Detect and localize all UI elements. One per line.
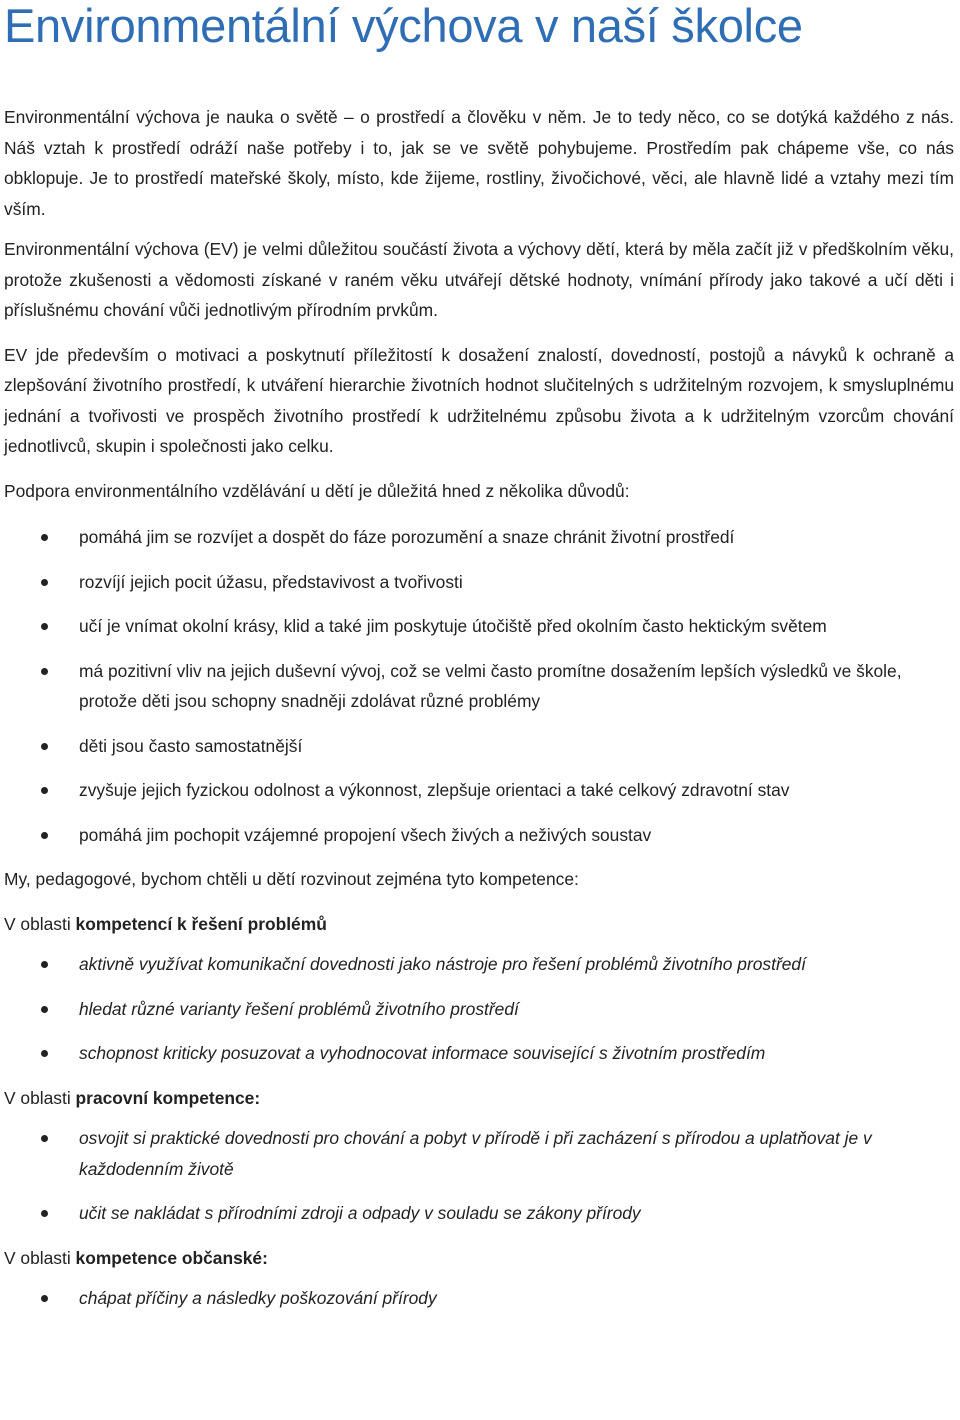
bullet-icon (41, 1050, 48, 1057)
competences-intro: My, pedagogové, bychom chtěli u dětí rozvinout zejména tyto kompetence: (4, 869, 579, 889)
bullet-icon (41, 534, 48, 541)
list-item: má pozitivní vliv na jejich duševní vývoj, což se velmi často promítne dosažením lepších výsledků ve škole, protože děti jsou schopny snadněji zdolávat různé problémy (4, 656, 954, 717)
intro-paragraph: Environmentální výchova je nauka o světě – o prostředí a člověku v něm. Je to tedy něco, co se dotýká každého z nás. Náš vztah k prostředí odráží naše potřeby i to, jak se ve světě pohybujeme. Prostředím pak chápeme vše, co nás obklopuje. Je to prostředí mateřské školy, místo, kde žijeme, rostliny, živočichové, věci, ale hlavně lidé a vztahy mezi tím vším. (4, 107, 954, 219)
list-item: učí je vnímat okolní krásy, klid a také jim poskytuje útočiště před okolním často hektickým světem (4, 611, 954, 642)
bullet-icon (41, 1295, 48, 1302)
list-item: hledat různé varianty řešení problémů životního prostředí (4, 994, 954, 1025)
bullet-icon (41, 961, 48, 968)
civic-competence-list (4, 1283, 954, 1314)
list-item: pomáhá jim pochopit vzájemné propojení všech živých a neživých soustav (4, 820, 954, 851)
section-heading-civic: V oblasti kompetence občanské: (4, 1247, 268, 1268)
bullet-icon (41, 832, 48, 839)
bullet-icon (41, 743, 48, 750)
list-item: pomáhá jim se rozvíjet a dospět do fáze porozumění a snaze chránit životní prostředí (4, 522, 954, 553)
bullet-icon (41, 787, 48, 794)
bullet-icon (41, 1006, 48, 1013)
problem-solving-list (4, 949, 954, 1069)
list-item: chápat příčiny a následky poškozování přírody (4, 1283, 954, 1314)
page-title: Environmentální výchova v naší školce (4, 0, 803, 52)
bullet-icon (41, 668, 48, 675)
work-competence-list (4, 1123, 954, 1229)
motivation-paragraph: EV jde především o motivaci a poskytnutí příležitostí k dosažení znalostí, dovedností, postojů a návyků k ochraně a zlepšování životního prostředí, k utváření hierarchie životních hodnot slučitelných s udržitelným rozvojem, k smysluplnému jednání a tvořivosti ve prospěch životního prostředí k udržitelnému způsobu života a k udržitelným vzorcům chování jednotlivců, skupin i společnosti jako celku. (4, 344, 954, 456)
bullet-icon (41, 579, 48, 586)
list-item: aktivně využívat komunikační dovednosti jako nástroje pro řešení problémů životního prostředí (4, 949, 954, 980)
reasons-list (4, 522, 954, 850)
importance-paragraph: Environmentální výchova (EV) je velmi důležitou součástí života a výchovy dětí, která by měla začít již v předškolním věku, protože zkušenosti a vědomosti získané v raném věku utvářejí dětské hodnoty, vnímání přírody jako takové a učí děti i příslušnému chování vůči jednotlivým přírodním prvkům. (4, 239, 954, 320)
reasons-intro: Podpora environmentálního vzdělávání u dětí je důležitá hned z několika důvodů: (4, 480, 630, 501)
list-item: schopnost kriticky posuzovat a vyhodnocovat informace související s životním prostředím (4, 1038, 954, 1069)
list-item: osvojit si praktické dovednosti pro chování a pobyt v přírodě i při zacházení s přírodou a uplatňovat je v každodenním životě (4, 1123, 954, 1184)
list-item: zvyšuje jejich fyzickou odolnost a výkonnost, zlepšuje orientaci a také celkový zdravotní stav (4, 775, 954, 806)
bullet-icon (41, 623, 48, 630)
list-item: děti jsou často samostatnější (4, 731, 954, 762)
bullet-icon (41, 1210, 48, 1217)
section-heading-problem-solving: V oblasti kompetencí k řešení problémů (4, 913, 327, 934)
list-item: učit se nakládat s přírodními zdroji a odpady v souladu se zákony přírody (4, 1198, 954, 1229)
list-item: rozvíjí jejich pocit úžasu, představivost a tvořivosti (4, 567, 954, 598)
bullet-icon (41, 1135, 48, 1142)
section-heading-work: V oblasti pracovní kompetence: (4, 1087, 261, 1108)
